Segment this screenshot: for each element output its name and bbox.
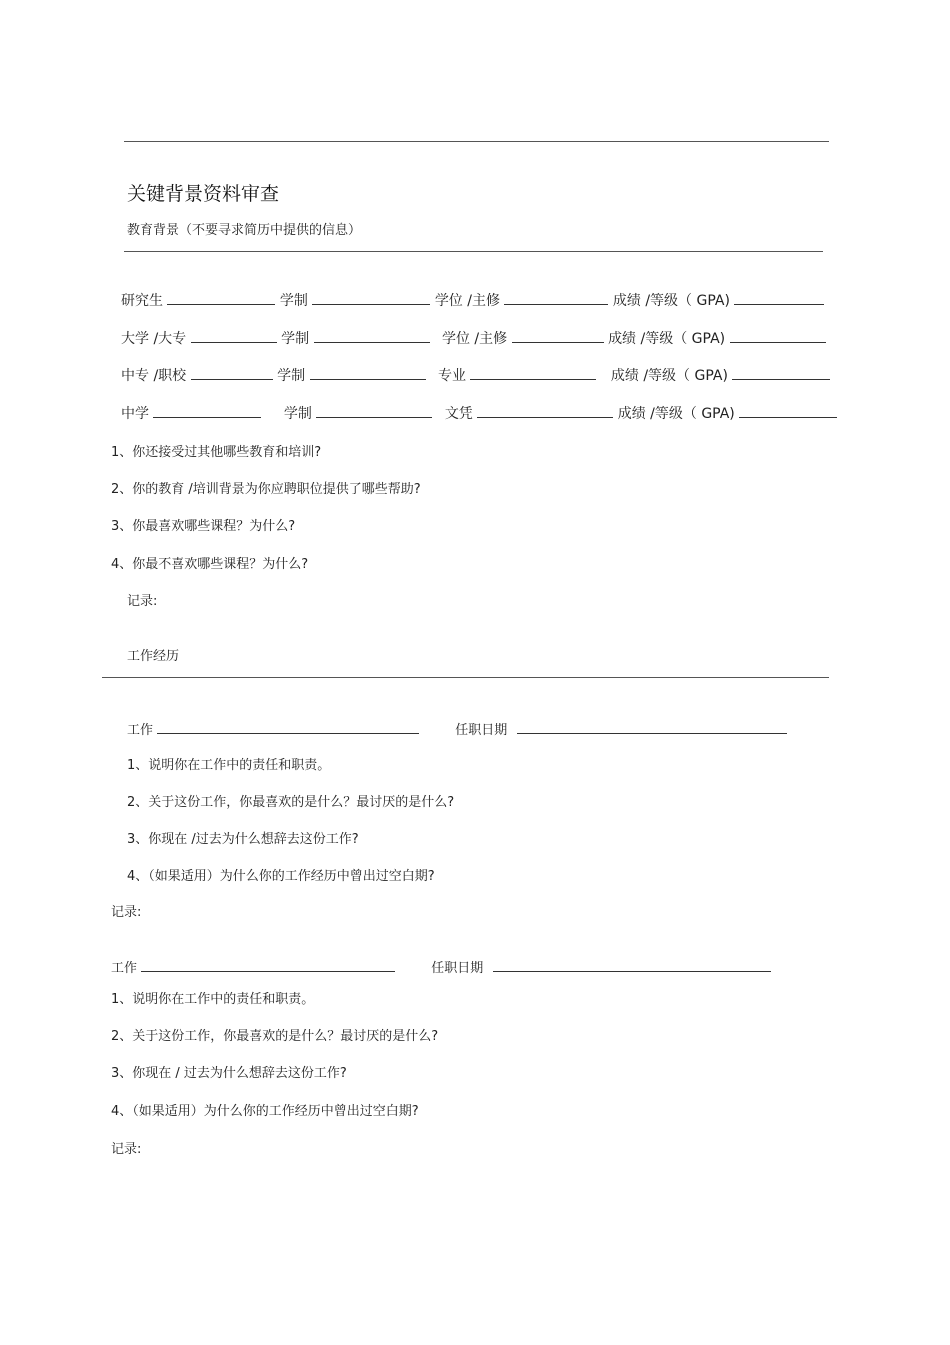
edu-gpa-input[interactable] [730, 328, 826, 343]
job-1-notes-label: 记录: [111, 905, 142, 920]
work-heading: 工作经历 [127, 649, 180, 664]
job-1-date-input[interactable] [517, 719, 787, 734]
edu-question-1: 1、你还接受过其他哪些教育和培训? [111, 445, 322, 460]
edu-major-input[interactable] [470, 365, 596, 380]
edu-diploma-label: 文凭 [444, 406, 473, 422]
edu-level-input[interactable] [191, 328, 277, 343]
edu-duration-input[interactable] [310, 365, 426, 380]
job-2-notes-label: 记录: [111, 1142, 142, 1157]
edu-major-label: 专业 [437, 368, 466, 384]
edu-gpa-input[interactable] [732, 365, 830, 380]
job-2-label: 工作 [111, 961, 138, 976]
edu-row-vocational [121, 365, 830, 385]
edu-gpa-label: 成绩 /等级（ GPA) [610, 368, 728, 384]
edu-gpa-label: 成绩 /等级（ GPA) [608, 331, 726, 347]
job-1-question-1: 1、说明你在工作中的责任和职责。 [127, 758, 331, 773]
job-2-input[interactable] [141, 957, 395, 972]
edu-level-label: 中学 [121, 406, 149, 422]
edu-degree-label: 学位 /主修 [434, 293, 500, 309]
job-2-line [111, 957, 771, 976]
edu-gpa-label: 成绩 /等级（ GPA) [617, 406, 735, 422]
job-2-question-4: 4、（如果适用）为什么你的工作经历中曾出过空白期? [111, 1104, 419, 1119]
edu-row-graduate [121, 290, 824, 310]
edu-duration-input[interactable] [312, 290, 430, 305]
edu-level-input[interactable] [167, 290, 275, 305]
edu-question-2: 2、你的教育 /培训背景为你应聘职位提供了哪些帮助? [111, 482, 421, 497]
edu-degree-label: 学位 /主修 [441, 331, 508, 347]
edu-duration-label: 学制 [281, 331, 310, 347]
edu-duration-input[interactable] [314, 328, 430, 343]
job-2-question-2: 2、关于这份工作，你最喜欢的是什么？最讨厌的是什么? [111, 1029, 439, 1044]
work-rule [102, 677, 829, 678]
edu-row-college [121, 328, 826, 348]
job-2-question-3: 3、你现在 / 过去为什么想辞去这份工作? [111, 1066, 347, 1081]
edu-row-highschool [121, 403, 837, 423]
edu-degree-input[interactable] [504, 290, 608, 305]
education-rule [124, 251, 823, 252]
job-1-question-3: 3、你现在 /过去为什么想辞去这份工作? [127, 832, 359, 847]
job-1-label: 工作 [127, 723, 154, 738]
edu-level-label: 中专 /职校 [121, 368, 187, 384]
education-heading: 教育背景（不要寻求简历中提供的信息） [127, 223, 362, 238]
page-title: 关键背景资料审查 [127, 183, 280, 205]
edu-duration-label: 学制 [277, 368, 306, 384]
job-2-date-label: 任职日期 [431, 961, 484, 976]
edu-level-label: 大学 /大专 [121, 331, 187, 347]
edu-gpa-label: 成绩 /等级（ GPA) [612, 293, 730, 309]
edu-diploma-input[interactable] [477, 403, 613, 418]
edu-notes-label: 记录: [127, 594, 158, 609]
job-2-question-1: 1、说明你在工作中的责任和职责。 [111, 992, 315, 1007]
edu-level-input[interactable] [191, 365, 273, 380]
job-1-question-4: 4、（如果适用）为什么你的工作经历中曾出过空白期? [127, 869, 435, 884]
job-1-line [127, 719, 787, 738]
edu-duration-label: 学制 [283, 406, 312, 422]
edu-question-3: 3、你最喜欢哪些课程？为什么? [111, 519, 296, 534]
edu-duration-label: 学制 [279, 293, 308, 309]
edu-question-4: 4、你最不喜欢哪些课程？为什么? [111, 557, 309, 572]
job-2-date-input[interactable] [493, 957, 771, 972]
job-1-question-2: 2、关于这份工作，你最喜欢的是什么？最讨厌的是什么? [127, 795, 455, 810]
edu-level-input[interactable] [153, 403, 261, 418]
top-rule [124, 141, 829, 142]
edu-degree-input[interactable] [512, 328, 604, 343]
edu-level-label: 研究生 [121, 293, 163, 309]
edu-gpa-input[interactable] [739, 403, 837, 418]
job-1-date-label: 任职日期 [455, 723, 508, 738]
edu-gpa-input[interactable] [734, 290, 824, 305]
edu-duration-input[interactable] [316, 403, 432, 418]
job-1-input[interactable] [157, 719, 419, 734]
